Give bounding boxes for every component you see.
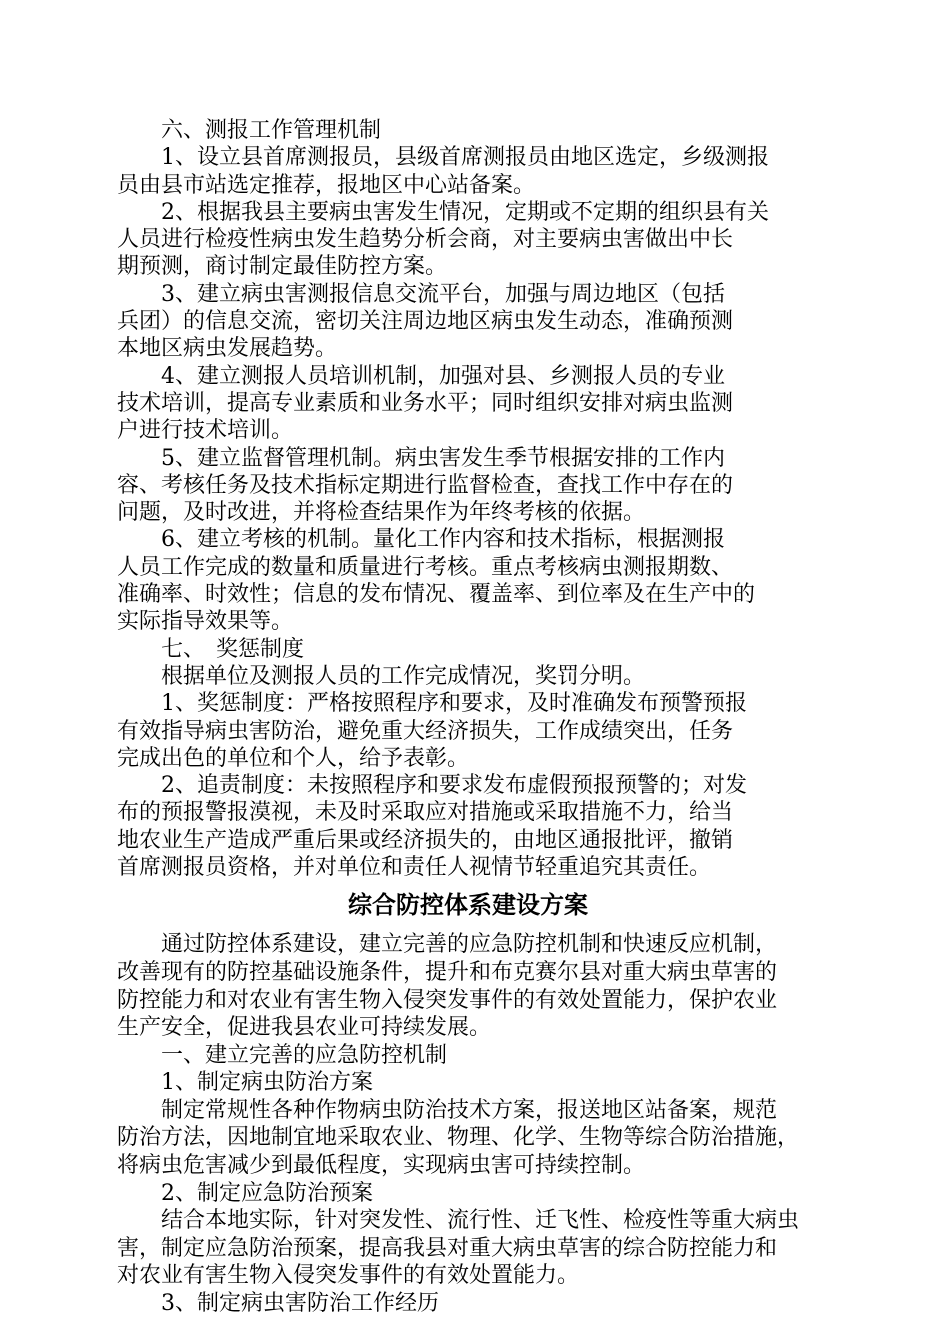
text-line: 六、测报工作管理机制 (117, 118, 382, 143)
text-line: 1、设立县首席测报员，县级首席测报员由地区选定，乡级测报 (117, 145, 769, 171)
text-line: 准确率、时效性；信息的发布情况、覆盖率、到位率及在生产中的 (117, 582, 756, 608)
section-heading: 综合防控体系建设方案 (348, 891, 588, 920)
text-line: 实际指导效果等。 (117, 609, 294, 635)
text-line: 一、建立完善的应急防控机制 (117, 1042, 448, 1068)
text-line: 户进行技术培训。 (117, 418, 294, 444)
text-line: 人员进行检疫性病虫发生趋势分析会商，对主要病虫害做出中长 (117, 227, 734, 253)
text-line: 布的预报警报漠视，未及时采取应对措施或采取措施不力，给当 (117, 800, 734, 826)
text-line: 问题，及时改进，并将检查结果作为年终考核的依据。 (117, 500, 646, 526)
text-line: 根据单位及测报人员的工作完成情况，奖罚分明。 (117, 663, 646, 689)
text-line: 改善现有的防控基础设施条件，提升和布克赛尔县对重大病虫草害的 (117, 959, 778, 985)
lower-section (117, 931, 819, 1317)
text-line: 2、制定应急防治预案 (117, 1180, 373, 1206)
document-page (117, 117, 819, 1318)
text-line: 将病虫危害减少到最低程度，实现病虫害可持续控制。 (117, 1153, 646, 1179)
text-line: 防治方法，因地制宜地采取农业、物理、化学、生物等综合防治措施， (117, 1125, 800, 1151)
text-line: 地农业生产造成严重后果或经济损失的，由地区通报批评，撤销 (117, 827, 734, 853)
text-line: 有效指导病虫害防治，避免重大经济损失，工作成绩突出，任务 (117, 718, 734, 744)
text-line: 技术培训，提高专业素质和业务水平；同时组织安排对病虫监测 (117, 390, 734, 416)
text-line: 完成出色的单位和个人，给予表彰。 (117, 745, 470, 771)
text-line: 害，制定应急防治预案，提高我县对重大病虫草害的综合防控能力和 (117, 1235, 778, 1261)
text-line: 防控能力和对农业有害生物入侵突发事件的有效处置能力，保护农业 (117, 987, 778, 1013)
text-line: 通过防控体系建设，建立完善的应急防控机制和快速反应机制， (117, 932, 778, 958)
text-line: 制定常规性各种作物病虫防治技术方案，报送地区站备案，规范 (117, 1097, 778, 1123)
text-line: 4、建立测报人员培训机制，加强对县、乡测报人员的专业 (117, 363, 725, 389)
text-line: 1、制定病虫防治方案 (117, 1070, 373, 1096)
text-line: 兵团）的信息交流，密切关注周边地区病虫发生动态，准确预测 (117, 309, 734, 335)
text-line: 员由县市站选定推荐，报地区中心站备案。 (117, 172, 536, 198)
text-line: 人员工作完成的数量和质量进行考核。重点考核病虫测报期数、 (117, 554, 734, 580)
text-line: 首席测报员资格，并对单位和责任人视情节轻重追究其责任。 (117, 855, 712, 881)
upper-section (117, 117, 819, 881)
text-line: 1、奖惩制度：严格按照程序和要求，及时准确发布预警预报 (117, 691, 747, 717)
text-line: 3、建立病虫害测报信息交流平台，加强与周边地区（包括 (117, 281, 725, 307)
text-line: 3、制定病虫害防治工作经历 (117, 1291, 439, 1317)
text-line: 5、建立监督管理机制。病虫害发生季节根据安排的工作内 (117, 445, 725, 471)
text-line: 容、考核任务及技术指标定期进行监督检查，查找工作中存在的 (117, 472, 734, 498)
text-line: 生产安全，促进我县农业可持续发展。 (117, 1015, 492, 1041)
text-line: 2、追责制度：未按照程序和要求发布虚假预报预警的；对发 (117, 773, 747, 799)
text-line: 6、建立考核的机制。量化工作内容和技术指标，根据测报 (117, 527, 725, 553)
text-line: 七、 奖惩制度 (117, 636, 305, 662)
text-line: 期预测，商讨制定最佳防控方案。 (117, 254, 448, 280)
text-line: 结合本地实际，针对突发性、流行性、迁飞性、检疫性等重大病虫 (117, 1208, 800, 1234)
text-line: 2、根据我县主要病虫害发生情况，定期或不定期的组织县有关 (117, 199, 769, 225)
text-line: 本地区病虫发展趋势。 (117, 336, 338, 362)
text-line: 对农业有害生物入侵突发事件的有效处置能力。 (117, 1263, 580, 1289)
